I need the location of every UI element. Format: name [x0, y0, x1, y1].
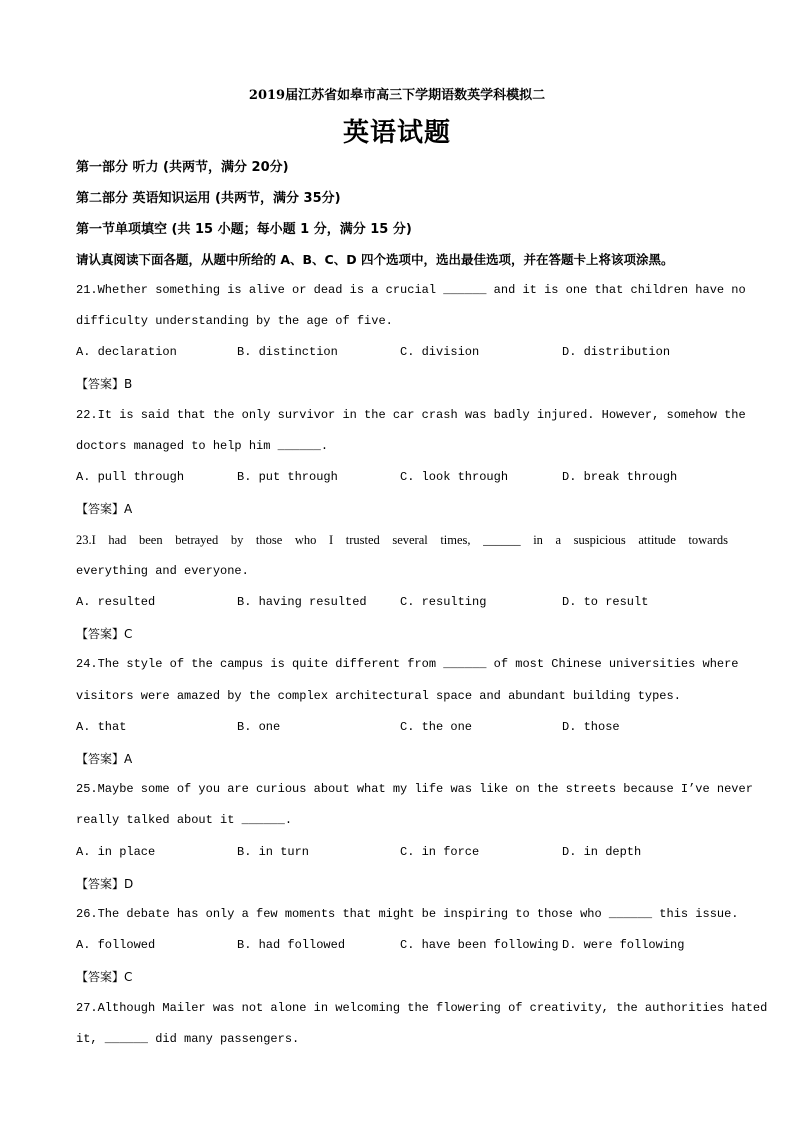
option-c: C. the one: [400, 720, 473, 734]
question-24-line-2: visitors were amazed by the complex architectural space and abundant building types.: [76, 689, 681, 703]
option-c: C. in force: [400, 845, 480, 859]
answer-23: 【答案】C: [76, 627, 133, 641]
exam-title: 英语试题: [342, 118, 451, 148]
option-d: D. break through: [562, 470, 678, 484]
section-single-choice: 第一节单项填空 (共 15 小题；每小题 1 分，满分 15 分): [76, 222, 412, 237]
exam-subtitle: 2019届江苏省如皋市高三下学期语数英学科模拟二: [248, 88, 546, 103]
question-22-line-2: doctors managed to help him ______.: [76, 439, 329, 453]
option-d: D. were following: [562, 938, 685, 952]
option-b: B. having resulted: [237, 595, 367, 609]
option-b: B. in turn: [237, 845, 310, 859]
option-a: A. in place: [76, 845, 156, 859]
option-b: B. one: [237, 720, 281, 734]
option-b: B. put through: [237, 470, 338, 484]
question-24-options: [76, 720, 736, 736]
answer-25: 【答案】D: [76, 877, 134, 891]
instructions: 请认真阅读下面各题，从题中所给的 A、B、C、D 四个选项中，选出最佳选项，并在答题卡上将该项涂黑。: [76, 252, 674, 267]
option-a: A. followed: [76, 938, 156, 952]
question-22-line-1: 22.It is said that the only survivor in the car crash was badly injured. However, somehow the: [76, 408, 746, 422]
question-21-options: [76, 345, 736, 361]
option-a: A. that: [76, 720, 127, 734]
question-27-line-1: 27.Although Mailer was not alone in welcoming the flowering of creativity, the authorities hated: [76, 1001, 768, 1015]
option-d: D. in depth: [562, 845, 642, 859]
question-26-line-1: 26.The debate has only a few moments that might be inspiring to those who ______ this issue.: [76, 907, 739, 921]
question-23-options: [76, 595, 736, 611]
question-21-line-1: 21.Whether something is alive or dead is a crucial ______ and it is one that children have no: [76, 283, 746, 297]
question-27-line-2: it, ______ did many passengers.: [76, 1032, 300, 1046]
option-a: A. declaration: [76, 345, 177, 359]
option-b: B. distinction: [237, 345, 338, 359]
answer-21: 【答案】B: [76, 377, 133, 391]
option-b: B. had followed: [237, 938, 346, 952]
section-language-use: 第二部分 英语知识运用 (共两节，满分 35分): [76, 191, 341, 206]
option-c: C. have been following: [400, 938, 559, 952]
question-25-line-2: really talked about it ______.: [76, 813, 293, 827]
option-c: C. division: [400, 345, 480, 359]
answer-24: 【答案】A: [76, 752, 133, 766]
option-d: D. to result: [562, 595, 649, 609]
section-listening: 第一部分 听力 (共两节，满分 20分): [76, 160, 289, 175]
answer-22: 【答案】A: [76, 502, 133, 516]
option-a: A. pull through: [76, 470, 185, 484]
question-23-line-1: 23.I had been betrayed by those who I trusted several times, ______ in a suspicious attitude towards: [76, 533, 728, 547]
option-a: A. resulted: [76, 595, 156, 609]
question-23-line-2: everything and everyone.: [76, 564, 249, 578]
answer-26: 【答案】C: [76, 970, 133, 984]
option-d: D. distribution: [562, 345, 671, 359]
question-22-options: [76, 470, 736, 486]
option-c: C. look through: [400, 470, 509, 484]
question-25-options: [76, 845, 736, 861]
option-c: C. resulting: [400, 595, 487, 609]
question-24-line-1: 24.The style of the campus is quite different from ______ of most Chinese universities where: [76, 657, 739, 671]
option-d: D. those: [562, 720, 620, 734]
question-21-line-2: difficulty understanding by the age of five.: [76, 314, 393, 328]
question-26-options: [76, 938, 736, 954]
question-25-line-1: 25.Maybe some of you are curious about what my life was like on the streets because I’ve never: [76, 782, 753, 796]
